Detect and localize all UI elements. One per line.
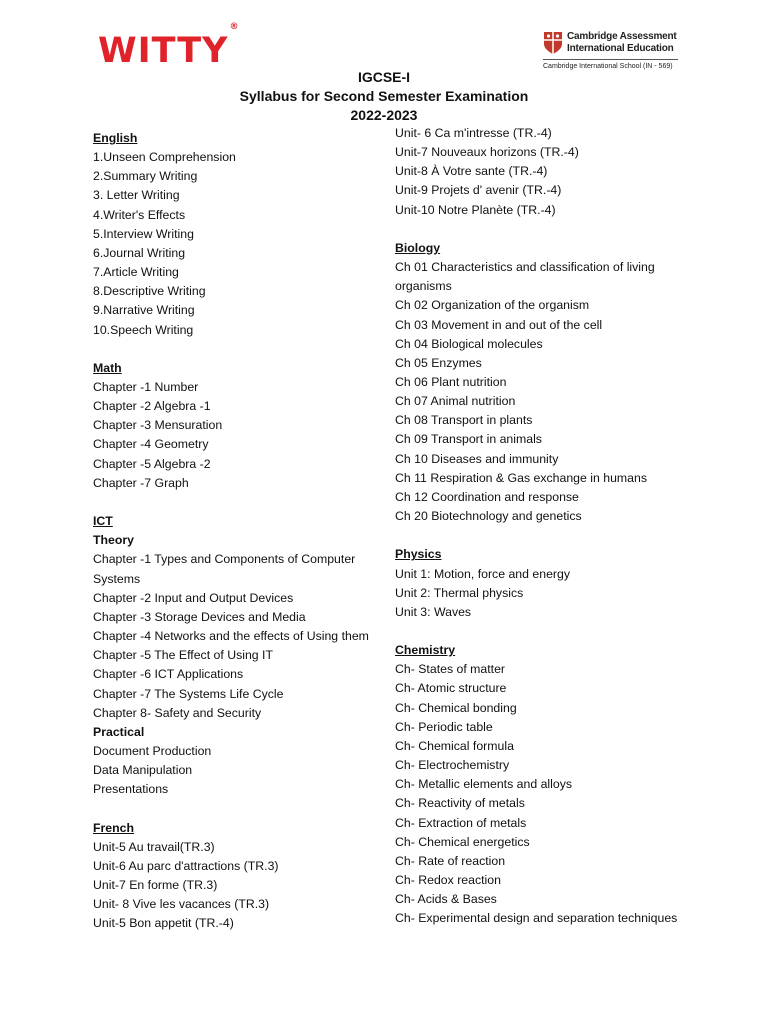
list-item: Ch 10 Diseases and immunity <box>395 451 559 466</box>
french-list <box>93 838 383 934</box>
list-item: Ch- Metallic elements and alloys <box>395 777 573 792</box>
list-item: Chapter -7 Graph <box>93 475 189 490</box>
list-item: 7.Article Writing <box>93 265 179 280</box>
list-item: Chapter 8- Safety and Security <box>93 705 262 720</box>
registered-mark: ® <box>229 22 240 33</box>
biology-list <box>395 258 705 526</box>
list-item: Unit- 6 Ca m'intresse (TR.-4) <box>395 126 552 140</box>
list-item: 1.Unseen Comprehension <box>93 150 236 165</box>
list-item: Ch 07 Animal nutrition <box>395 394 516 409</box>
list-item: 3. Letter Writing <box>93 188 180 203</box>
list-item: Ch- Chemical bonding <box>395 700 517 715</box>
ict-heading: ICT <box>93 514 113 529</box>
english-heading: English <box>93 131 138 145</box>
list-item: Ch 04 Biological molecules <box>395 336 543 351</box>
physics-list <box>395 565 705 622</box>
list-item: Unit-5 Au travail(TR.3) <box>93 839 215 854</box>
list-item: Chapter -5 Algebra -2 <box>93 456 211 471</box>
list-item: 10.Speech Writing <box>93 322 194 337</box>
list-item: Unit-8 À Votre sante (TR.-4) <box>395 164 548 179</box>
list-item: Chapter -7 The Systems Life Cycle <box>93 686 284 701</box>
list-item: Unit- 8 Vive les vacances (TR.3) <box>93 897 270 912</box>
list-item: Ch 11 Respiration & Gas exchange in humans <box>395 470 648 485</box>
cambridge-shield-icon <box>543 31 563 55</box>
chemistry-list <box>395 660 705 928</box>
list-item: Unit-6 Au parc d'attractions (TR.3) <box>93 858 279 873</box>
list-item: Chapter -4 Geometry <box>93 437 209 452</box>
ict-theory-list <box>93 550 383 722</box>
list-item: Ch- States of matter <box>395 662 506 677</box>
list-item: Unit 3: Waves <box>395 604 472 619</box>
list-item: Ch- Redox reaction <box>395 873 501 888</box>
list-item: Ch- Chemical formula <box>395 738 514 753</box>
right-column <box>395 124 705 929</box>
list-item: Ch 20 Biotechnology and genetics <box>395 509 582 524</box>
list-item: Unit-7 En forme (TR.3) <box>93 878 218 893</box>
list-item: Unit-10 Notre Planète (TR.-4) <box>395 202 556 217</box>
witty-logo-text: WITTY <box>98 31 229 71</box>
list-item: Chapter -3 Mensuration <box>93 418 223 433</box>
list-item: 6.Journal Writing <box>93 245 186 260</box>
list-item: Ch- Experimental design and separation techniques <box>395 911 678 926</box>
math-list <box>93 378 383 493</box>
list-item: Ch 09 Transport in animals <box>395 432 542 447</box>
list-item: Chapter -4 Networks and the effects of Using them <box>93 629 369 644</box>
list-item: 9.Narrative Writing <box>93 303 195 318</box>
list-item: Chapter -2 Input and Output Devices <box>93 590 294 605</box>
list-item: Ch- Rate of reaction <box>395 853 506 868</box>
math-heading: Math <box>93 360 122 375</box>
chemistry-heading: Chemistry <box>395 643 456 658</box>
biology-heading: Biology <box>395 240 441 255</box>
ict-practical-list <box>93 742 383 799</box>
list-item: 4.Writer's Effects <box>93 207 186 222</box>
list-item: Data Manipulation <box>93 763 193 778</box>
list-item: Unit-9 Projets d' avenir (TR.-4) <box>395 183 562 198</box>
list-item: Chapter -1 Types and Components of Computer Systems <box>93 552 356 586</box>
french-heading: French <box>93 820 134 835</box>
list-item: 8.Descriptive Writing <box>93 284 206 299</box>
list-item: Ch 12 Coordination and response <box>395 489 579 504</box>
page-subtitle: Syllabus for Second Semester Examination <box>239 88 529 104</box>
list-item: Ch 06 Plant nutrition <box>395 375 507 390</box>
list-item: Ch 01 Characteristics and classification of living organisms <box>395 260 655 294</box>
list-item: Ch 03 Movement in and out of the cell <box>395 317 603 332</box>
french-continued-list <box>395 124 705 220</box>
list-item: Ch- Extraction of metals <box>395 815 527 830</box>
cambridge-school: Cambridge International School (IN - 569) <box>543 59 678 71</box>
list-item: Unit-5 Bon appetit (TR.-4) <box>93 916 234 931</box>
cambridge-name <box>567 31 677 55</box>
left-column <box>93 129 383 934</box>
list-item: Ch 05 Enzymes <box>395 355 482 370</box>
list-item: Unit 1: Motion, force and energy <box>395 566 570 581</box>
list-item: Ch 08 Transport in plants <box>395 413 533 428</box>
cambridge-logo <box>543 31 678 71</box>
list-item: Chapter -6 ICT Applications <box>93 667 244 682</box>
list-item: Ch- Reactivity of metals <box>395 796 525 811</box>
list-item: Ch 02 Organization of the organism <box>395 298 590 313</box>
list-item: Ch- Acids & Bases <box>395 892 497 907</box>
list-item: Chapter -1 Number <box>93 380 199 395</box>
witty-logo <box>98 22 240 71</box>
ict-theory-heading: Theory <box>93 533 134 548</box>
list-item: Document Production <box>93 743 212 758</box>
list-item: Unit 2: Thermal physics <box>395 585 524 600</box>
list-item: Unit-7 Nouveaux horizons (TR.-4) <box>395 145 579 160</box>
page-header <box>0 68 768 125</box>
list-item: Chapter -5 The Effect of Using IT <box>93 648 273 663</box>
list-item: Presentations <box>93 782 169 797</box>
list-item: 2.Summary Writing <box>93 169 198 184</box>
english-list <box>93 148 383 340</box>
list-item: Ch- Periodic table <box>395 719 493 734</box>
page-title: IGCSE-I <box>357 69 411 85</box>
list-item: Ch- Chemical energetics <box>395 834 530 849</box>
list-item: Ch- Atomic structure <box>395 681 507 696</box>
list-item: Chapter -2 Algebra -1 <box>93 399 211 414</box>
list-item: Chapter -3 Storage Devices and Media <box>93 609 306 624</box>
list-item: 5.Interview Writing <box>93 226 194 241</box>
cambridge-line2: International Education <box>567 43 674 54</box>
ict-practical-heading: Practical <box>93 724 145 739</box>
cambridge-line1: Cambridge Assessment <box>567 31 677 42</box>
physics-heading: Physics <box>395 547 442 562</box>
page-year: 2022-2023 <box>350 107 418 123</box>
list-item: Ch- Electrochemistry <box>395 758 510 773</box>
